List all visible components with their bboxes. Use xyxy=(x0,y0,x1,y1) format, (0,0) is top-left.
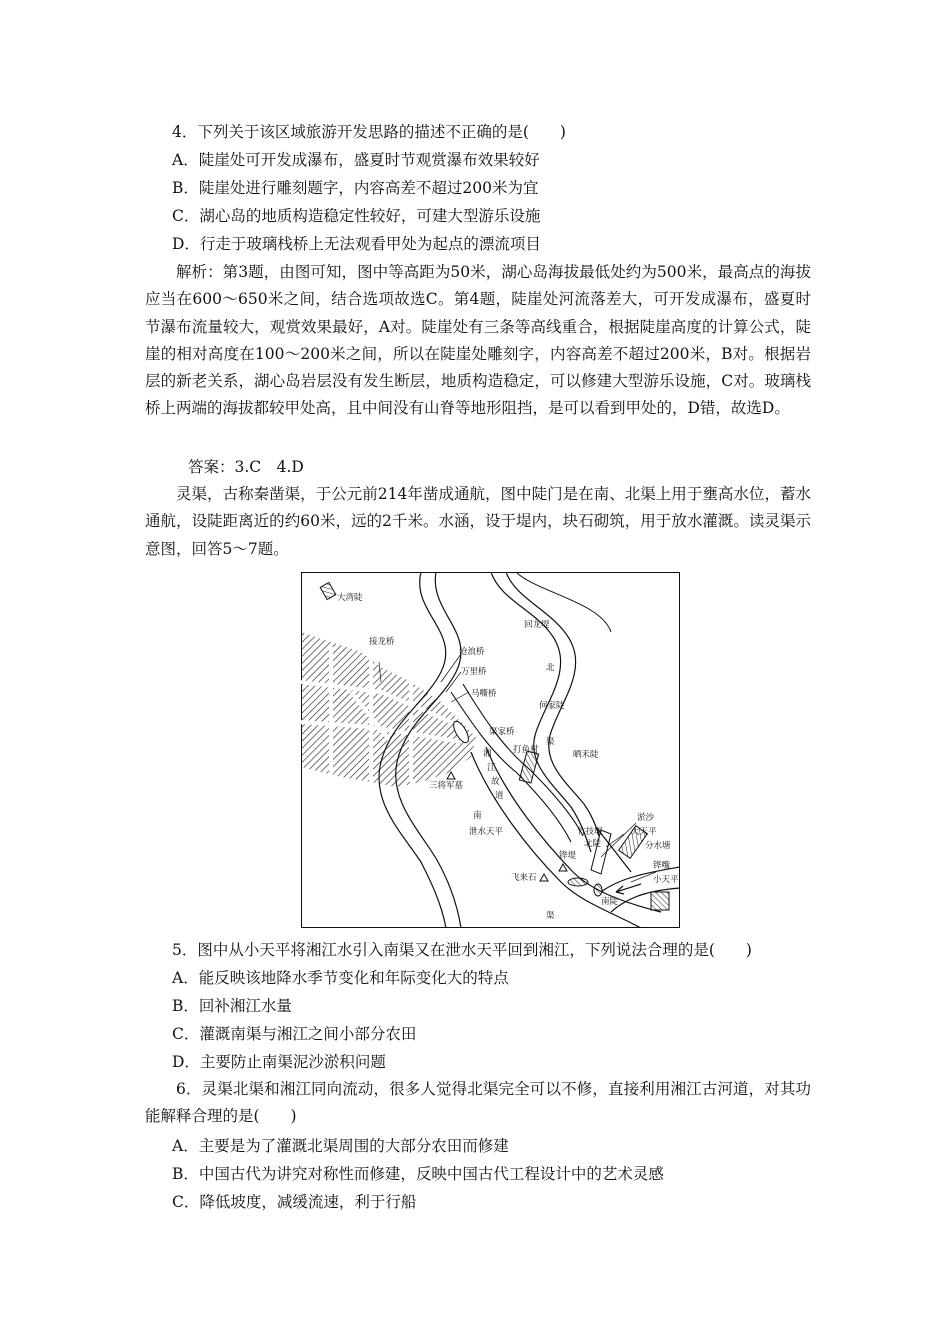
label-bei: 北 xyxy=(546,663,555,673)
q6-option-a: A．主要是为了灌溉北渠周围的大部分农田而修建 xyxy=(172,1137,509,1155)
label-shaihedou: 晒禾陡 xyxy=(573,750,599,760)
label-dao: 道 xyxy=(495,791,504,801)
sand-island-2 xyxy=(568,878,588,886)
q5-option-b: B．回补湘江水量 xyxy=(172,997,292,1015)
q4-option-b: B．陡崖处进行雕刻题字，内容高差不超过200米为宜 xyxy=(172,179,539,197)
label-huadi: 铧堤 xyxy=(559,851,577,861)
label-hejiadou: 何家陡 xyxy=(539,701,565,711)
label-xieshuitianping: 泄水天平 xyxy=(469,827,504,837)
label-fenshuitang: 分水塘 xyxy=(645,841,671,851)
q4-option-a: A．陡崖处可开发成瀑布，盛夏时节观赏瀑布效果较好 xyxy=(172,151,540,169)
intro-paragraph: 灵渠，古称秦凿渠，于公元前214年凿成通航，图中陡门是在南、北渠上用于壅高水位，蓄水通航，设陡距离近的约60米，远的2千米。水涵，设于堤内，块石砌筑，用于放水灌溉。读灵渠示意图，回答5～7题。 xyxy=(145,485,811,558)
label-xiang: 湘 xyxy=(483,749,492,759)
label-wanliqiao: 万里桥 xyxy=(461,667,487,677)
label-qujiaqiao: 渠家桥 xyxy=(489,727,515,737)
lingqu-map xyxy=(301,572,680,928)
q4-option-d: D．行走于玻璃栈桥上无法观看甲处为起点的漂流项目 xyxy=(172,235,541,253)
q5-option-d: D．主要防止南渠泥沙淤积问题 xyxy=(172,1053,386,1071)
q4-option-c: C．湖心岛的地质构造稳定性较好，可建大型游乐设施 xyxy=(172,207,541,225)
q6-stem: 6．灵渠北渠和湘江同向流动，很多人觉得北渠完全可以不修，直接利用湘江古河道，对其功能解释合理的是( ) xyxy=(145,1080,811,1126)
label-huazui: 铧嘴 xyxy=(653,861,671,871)
label-dawandou: 大湾陡 xyxy=(337,593,363,603)
label-dayucun: 打鱼村 xyxy=(513,745,539,755)
q5-option-a: A．能反映该地降水季节变化和年际变化大的特点 xyxy=(172,969,509,987)
label-zhujiyan: 竹技堰 xyxy=(577,827,603,837)
q4-stem: 4．下列关于该区域旅游开发思路的描述不正确的是( ) xyxy=(172,123,566,141)
lower-right-parcel xyxy=(651,892,669,910)
label-canglangqiao: 沧浪桥 xyxy=(459,647,485,657)
label-nan: 南 xyxy=(473,811,482,821)
label-beidou: 北陡 xyxy=(584,839,602,849)
label-jielongqiao: 接龙桥 xyxy=(369,637,395,647)
label-sanjiangjunmu: 三将军墓 xyxy=(429,781,464,791)
label-masiqiao: 马嘶桥 xyxy=(471,689,497,699)
label-qu-north: 渠 xyxy=(546,737,555,747)
q6-option-c: C．降低坡度，减缓流速，利于行船 xyxy=(172,1193,417,1211)
q5-stem: 5．图中从小天平将湘江水引入南渠又在泄水天平回到湘江，下列说法合理的是( ) xyxy=(172,941,752,959)
label-gu: 故 xyxy=(491,777,500,787)
label-jiang: 江 xyxy=(487,763,496,773)
label-yusha: 淤沙 xyxy=(637,813,655,823)
sand-island-3 xyxy=(594,884,602,896)
analysis-paragraph: 解析：第3题，由图可知，图中等高距为50米，湖心岛海拔最低处约为500米，最高点的海拔应当在600～650米之间，结合选项故选C。第4题，陡崖处河流落差大，可开发成瀑布，盛夏时节瀑布流量较大，观赏效果最好，A对。陡崖处有三条等高线重合，根据陡崖高度的计算公式，陡崖的相对高度在100～200米之间，所以在陡崖处雕刻字，内容高差不超过200米，B对。根据岩层的新老关系，湖心岛岩层没有发生断层，地质构造稳定，可以修建大型游乐设施，C对。玻璃栈桥上两端的海拔都较甲处高，且中间没有山脊等地形阻挡，是可以看到甲处的，D错，故选D。 xyxy=(145,263,811,418)
label-datianping: 大天平 xyxy=(631,827,657,837)
answer-line: 答案：3.C 4.D xyxy=(188,458,304,476)
q5-option-c: C．灌溉南渠与湘江之间小部分农田 xyxy=(172,1025,417,1043)
label-huilongdi: 回龙堤 xyxy=(524,620,550,630)
label-feilaishi: 飞来石 xyxy=(511,873,537,883)
label-nandou: 南陡 xyxy=(601,897,619,907)
label-xiaotianping: 小天平 xyxy=(653,875,679,885)
label-qu-south: 渠 xyxy=(546,911,555,921)
q6-option-b: B．中国古代为讲究对称性而修建，反映中国古代工程设计中的艺术灵感 xyxy=(172,1165,664,1183)
